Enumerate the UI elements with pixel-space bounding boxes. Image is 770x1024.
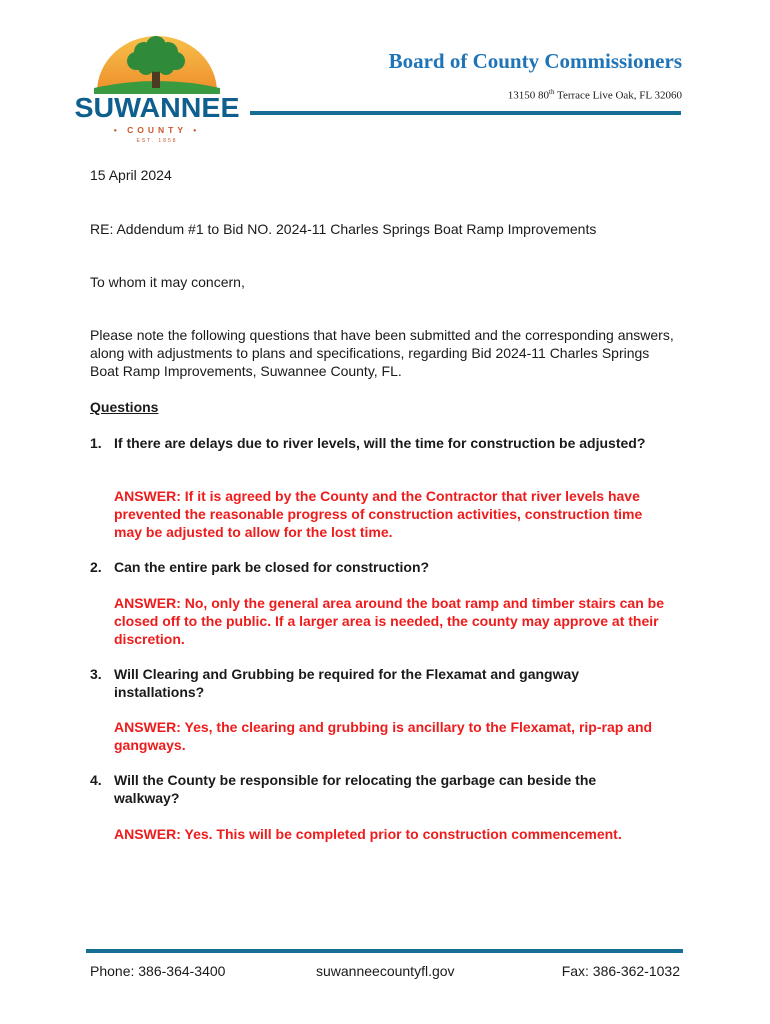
question-number: 3. [90, 666, 102, 682]
question-item-2 [90, 558, 660, 576]
footer-divider [86, 949, 683, 953]
letter-subject: RE: Addendum #1 to Bid NO. 2024-11 Charles Springs Boat Ramp Improvements [90, 221, 597, 237]
header-divider [250, 111, 681, 115]
letter-intro: Please note the following questions that have been submitted and the corresponding answers, along with adjustments to plans and specifications, regarding Bid 2024-11 Charles Springs Boat Ramp Improvements, Suwannee County, FL. [90, 327, 674, 379]
footer-fax: Fax: 386-362-1032 [561, 963, 680, 979]
logo-county-text: • COUNTY • [113, 125, 201, 135]
question-number: 2. [90, 559, 102, 575]
answer-text-3: ANSWER: Yes, the clearing and grubbing is ancillary to the Flexamat, rip-rap and gangways. [114, 719, 653, 753]
question-text: Will Clearing and Grubbing be required for the Flexamat and gangway installations? [114, 666, 580, 700]
logo-wordmark: SUWANNEE [74, 92, 240, 123]
question-item-1 [90, 434, 660, 452]
county-logo [64, 34, 250, 158]
questions-heading: Questions [90, 399, 159, 415]
letter-salutation: To whom it may concern, [90, 274, 245, 290]
question-number: 1. [90, 435, 102, 451]
question-text: Will the County be responsible for relocating the garbage can beside the walkway? [114, 772, 597, 806]
organization-address [508, 85, 682, 103]
question-text: Can the entire park be closed for construction? [114, 559, 430, 575]
organization-title: Board of County Commissioners [388, 49, 682, 73]
answer-text-2: ANSWER: No, only the general area around the boat ramp and timber stairs can be closed off to the public. If a larger area is needed, the county may approve at their discretion. [114, 595, 664, 647]
footer-phone: Phone: 386-364-3400 [90, 963, 226, 979]
address-number: 13150 80 [507, 89, 550, 102]
address-ordinal: th [549, 88, 555, 96]
answer-text-1: ANSWER: If it is agreed by the County and the Contractor that river levels have prevented the reasonable progress of construction activities, construction time may be adjusted to allow for the lost time. [114, 488, 643, 540]
logo-established-text: EST. 1858 [136, 138, 178, 144]
answer-text-4: ANSWER: Yes. This will be completed prior to construction commencement. [114, 826, 622, 842]
address-street: Terrace Live Oak, FL 32060 [554, 89, 682, 102]
question-item-4 [90, 771, 660, 807]
question-number: 4. [90, 772, 102, 788]
footer-website: suwanneecountyfl.gov [316, 963, 455, 979]
question-item-3 [90, 665, 660, 701]
sun-tree-emblem [64, 34, 250, 96]
question-text: If there are delays due to river levels, will the time for construction be adjusted? [114, 435, 646, 451]
letter-date: 15 April 2024 [90, 167, 172, 183]
